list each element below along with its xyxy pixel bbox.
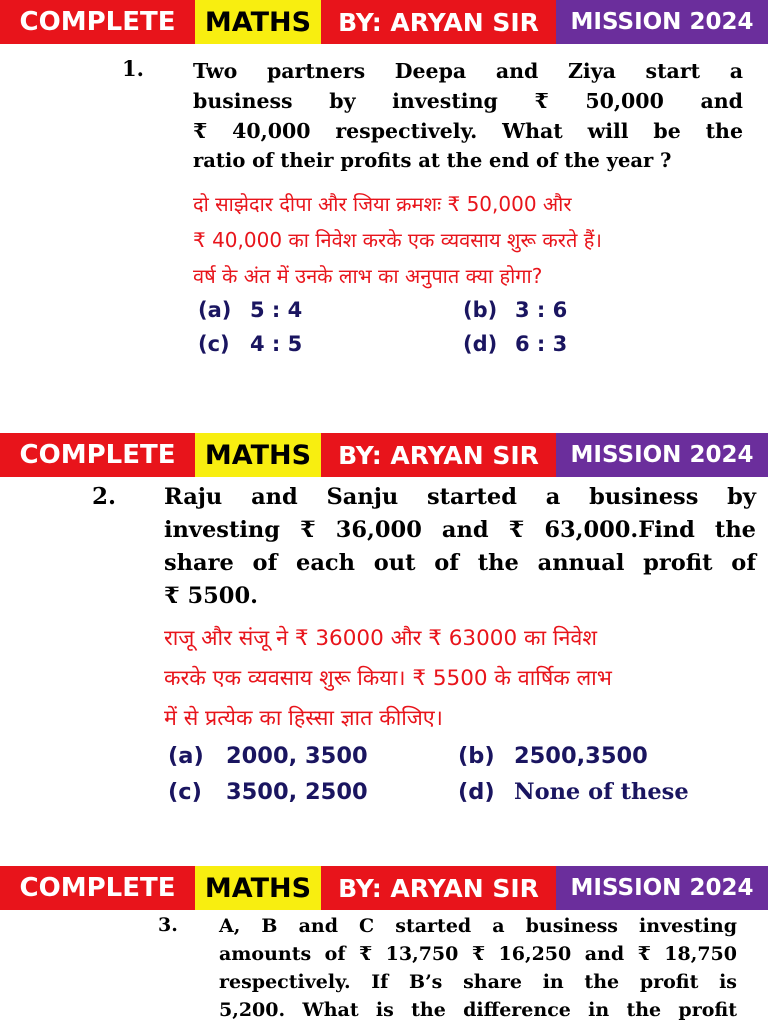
option-b[interactable] — [463, 298, 728, 322]
banner-mission: MISSION 2024 — [556, 433, 768, 477]
english-line: business by investing ₹ 50,000 and — [193, 89, 743, 113]
option-label: (c) — [168, 779, 202, 805]
option-label: (d) — [458, 779, 495, 805]
english-line: amounts of ₹ 13,750 ₹ 16,250 and ₹ 18,750 — [219, 943, 737, 965]
option-value: 3 : 6 — [515, 298, 568, 322]
question-text-english — [193, 56, 743, 176]
english-line: investing ₹ 36,000 and ₹ 63,000.Find the — [164, 517, 756, 543]
option-d[interactable] — [458, 779, 748, 805]
hindi-line: करके एक व्यवसाय शुरू किया। ₹ 5500 के वार्षिक लाभ — [164, 666, 612, 691]
option-label: (b) — [458, 743, 495, 769]
banner-mission: MISSION 2024 — [556, 866, 768, 910]
banner-complete: COMPLETE — [0, 0, 195, 44]
option-value: 3500, 2500 — [226, 779, 368, 805]
option-value: 5 : 4 — [250, 298, 303, 322]
option-value: 2500,3500 — [514, 743, 648, 769]
option-a[interactable] — [168, 743, 458, 769]
banner-maths: MATHS — [195, 0, 321, 44]
banner-author: BY: ARYAN SIR — [321, 866, 556, 910]
question-text-hindi — [193, 186, 753, 294]
english-line: A, B and C started a business investing — [219, 915, 737, 937]
question-text-hindi — [164, 619, 760, 739]
english-line: ratio of their profits at the end of the year ? — [193, 149, 672, 172]
banner-mission: MISSION 2024 — [556, 0, 768, 44]
banner-complete: COMPLETE — [0, 433, 195, 477]
option-c[interactable] — [168, 779, 458, 805]
options — [168, 743, 748, 805]
option-value: 2000, 3500 — [226, 743, 368, 769]
hindi-line: में से प्रत्येक का हिस्सा ज्ञात कीजिए। — [164, 706, 443, 731]
banner-author: BY: ARYAN SIR — [321, 0, 556, 44]
english-line: Two partners Deepa and Ziya start a — [193, 59, 743, 83]
english-line: ₹ 5500. — [164, 583, 258, 609]
option-label: (a) — [198, 298, 232, 322]
option-b[interactable] — [458, 743, 748, 769]
english-line: ₹ 40,000 respectively. What will be the — [193, 119, 743, 143]
hindi-line: राजू और संजू ने ₹ 36000 और ₹ 63000 का निवेश — [164, 626, 597, 651]
banner-maths: MATHS — [195, 433, 321, 477]
option-c[interactable] — [198, 332, 463, 356]
hindi-line: वर्ष के अंत में उनके लाभ का अनुपात क्या होगा? — [193, 264, 543, 288]
question-number: 2. — [92, 483, 117, 510]
english-line: respectively. If B’s share in the profit is — [219, 971, 737, 993]
banner-maths: MATHS — [195, 866, 321, 910]
english-line: Raju and Sanju started a business by — [164, 484, 756, 510]
option-label: (b) — [463, 298, 498, 322]
english-line: 5,200. What is the difference in the profit — [219, 999, 737, 1021]
option-d[interactable] — [463, 332, 728, 356]
question-number: 3. — [158, 914, 178, 936]
hindi-line: ₹ 40,000 का निवेश करके एक व्यवसाय शुरू करते हैं। — [193, 228, 602, 252]
question-number: 1. — [122, 56, 144, 81]
header-banner — [0, 866, 768, 910]
question-text-english — [219, 912, 737, 1024]
option-label: (d) — [463, 332, 498, 356]
option-label: (c) — [198, 332, 230, 356]
question-text-english — [164, 481, 756, 613]
hindi-line: दो साझेदार दीपा और जिया क्रमशः ₹ 50,000 और — [193, 192, 572, 216]
option-a[interactable] — [198, 298, 463, 322]
banner-complete: COMPLETE — [0, 866, 195, 910]
header-banner — [0, 433, 768, 477]
banner-author: BY: ARYAN SIR — [321, 433, 556, 477]
option-value: 6 : 3 — [515, 332, 568, 356]
option-value: None of these — [514, 779, 689, 805]
option-value: 4 : 5 — [250, 332, 303, 356]
header-banner — [0, 0, 768, 44]
english-line: share of each out of the annual profit of — [164, 550, 756, 576]
option-label: (a) — [168, 743, 204, 769]
options — [198, 298, 728, 356]
